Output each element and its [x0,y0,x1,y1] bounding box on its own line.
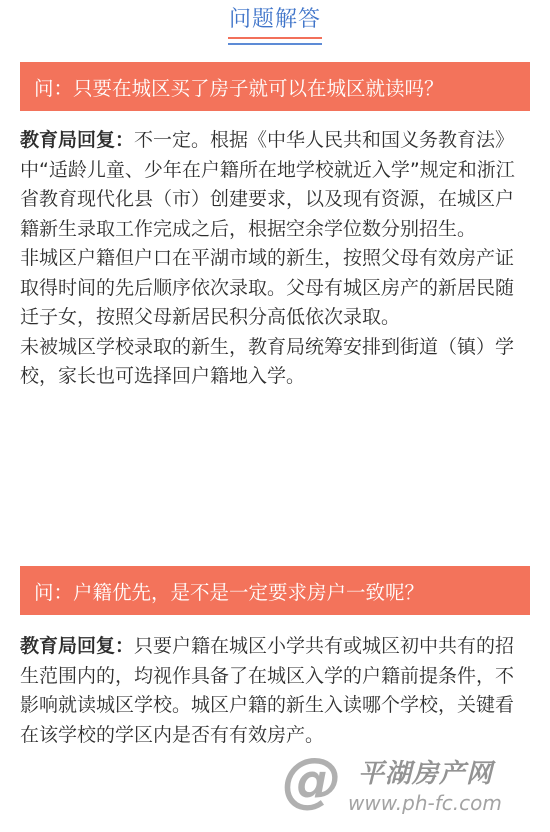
watermark-name: 平湖房产网 [358,759,494,789]
watermark-logo [282,743,544,825]
question-banner-1 [20,62,530,111]
answer-paragraph [20,632,530,750]
answer-paragraph [20,126,530,244]
watermark-url: www.ph-fc.com [348,791,502,815]
watermark-at-icon: @ [282,745,342,815]
answer-text: 只要户籍在城区小学共有或城区初中共有的招生范围内的，均视作具备了在城区入学的户籍前提条件，不影响就读城区学校。城区户籍的新生入读哪个学校，关键看在该学校的学区内是否有有效房产。 [20,635,515,746]
section-title: 问题解答 [228,7,321,32]
question-text-1: 问：只要在城区买了房子就可以在城区就读吗？ [34,76,444,100]
answer-block-2 [20,632,530,750]
title-underline [228,37,322,39]
answer-lead-1: 教育局回复： [20,129,135,151]
question-banner-2 [20,566,530,615]
question-text-2: 问：户籍优先，是不是一定要求房户一致呢？ [34,580,425,604]
answer-paragraph: 未被城区学校录取的新生，教育局统筹安排到街道（镇）学校，家长也可选择回户籍地入学。 [20,335,515,387]
answer-lead-2: 教育局回复： [20,635,135,657]
title-underline-secondary [228,43,322,45]
answer-block-1 [20,126,530,392]
answer-text: 不一定。根据《中华人民共和国义务教育法》中“适龄儿童、少年在户籍所在地学校就近入学”规定和浙江省教育现代化县（市）创建要求，以及现有资源，在城区户籍新生录取工作完成之后，根据空余学位数分别招生。 [20,129,515,240]
answer-paragraph: 非城区户籍但户口在平湖市域的新生，按照父母有效房产证取得时间的先后顺序依次录取。父母有城区房产的新居民随迁子女，按照父母新居民积分高低依次录取。 [20,247,515,328]
